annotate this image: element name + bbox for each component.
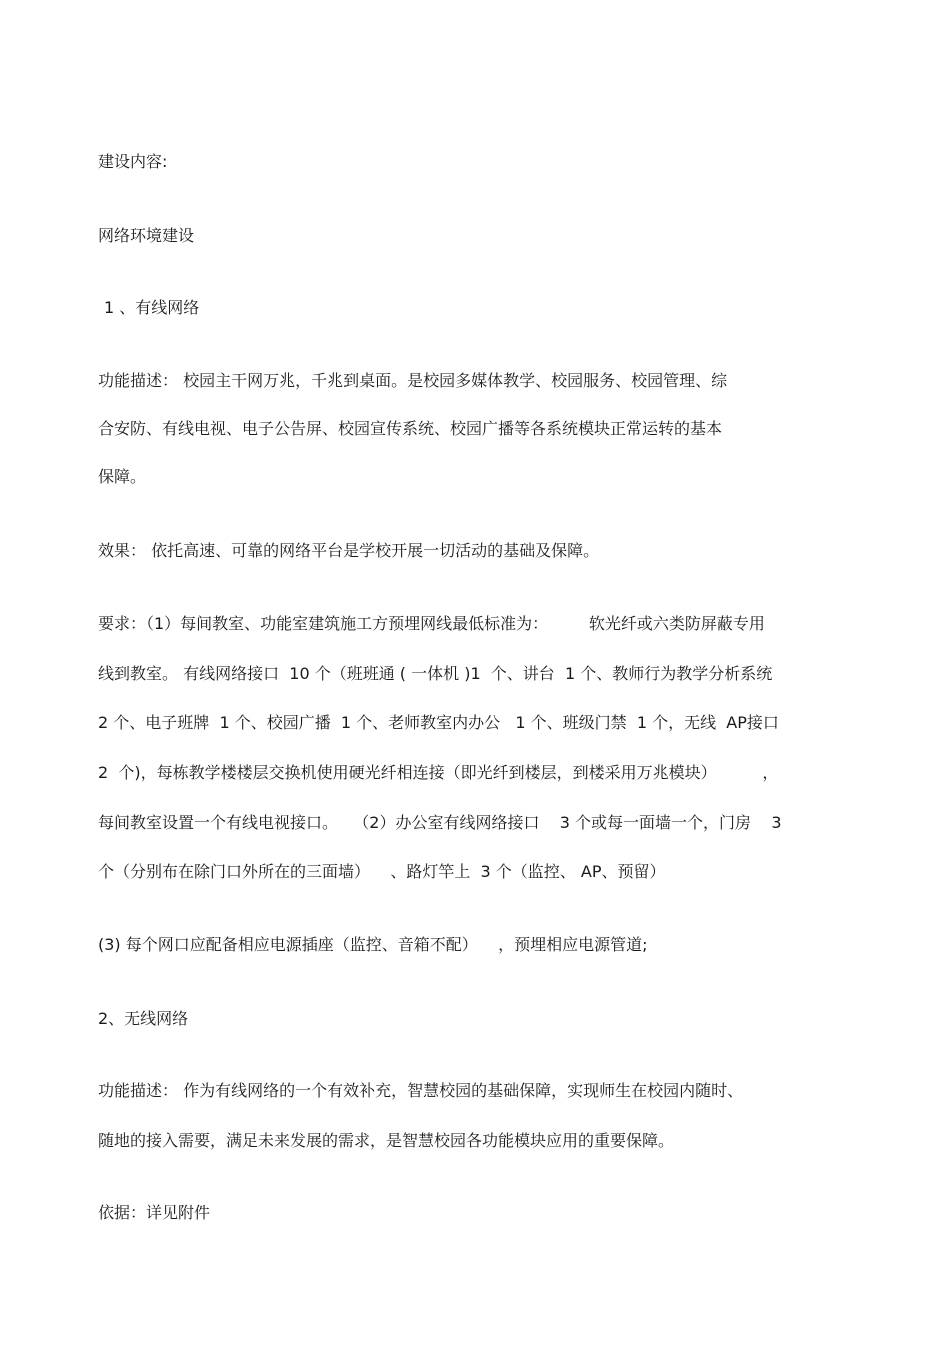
wired-requirement-line: 个（分别布在除门口外所在的三面墙） 、路灯竿上 3 个（监控、 AP、预留） [98, 862, 666, 881]
wired-requirement-line: 线到教室。 有线网络接口 10 个（班班通 ( 一体机 )1 个、讲台 1 个、教师行为教学分析系统 [98, 664, 773, 683]
wireless-function-line: 随地的接入需要，满足未来发展的需求，是智慧校园各功能模块应用的重要保障。 [98, 1131, 675, 1150]
wireless-basis-text: 依据：详见附件 [98, 1203, 211, 1222]
wired-effect-text: 效果： 依托高速、可靠的网络平台是学校开展一切活动的基础及保障。 [98, 541, 600, 560]
wireless-function-line: 功能描述： 作为有线网络的一个有效补充，智慧校园的基础保障，实现师生在校园内随时、 [98, 1081, 744, 1100]
wireless-network-title: 2、无线网络 [98, 1009, 189, 1028]
document-heading: 建设内容: [98, 152, 168, 171]
wired-requirement-line: 2 个)，每栋教学楼楼层交换机使用硬光纤相连接（即光纤到楼层，到楼采用万兆模块） ， [98, 763, 779, 782]
wired-function-line: 合安防、有线电视、电子公告屏、校园宣传系统、校园广播等各系统模块正常运转的基本 [98, 419, 723, 438]
wired-function-line: 功能描述： 校园主干网万兆，千兆到桌面。是校园多媒体教学、校园服务、校园管理、综 [98, 371, 728, 390]
wired-requirement-line: 2 个、电子班牌 1 个、校园广播 1 个、老师教室内办公 1 个、班级门禁 1 个，无线 AP接口 [98, 713, 779, 732]
wired-requirement-3: (3) 每个网口应配备相应电源插座（监控、音箱不配） ，预埋相应电源管道; [98, 935, 648, 954]
section-title: 网络环境建设 [98, 226, 195, 245]
wired-requirement-line: 每间教室设置一个有线电视接口。 （2）办公室有线网络接口 3 个或每一面墙一个，门房 3 [98, 813, 782, 832]
wired-requirement-line: 要求：（1）每间教室、功能室建筑施工方预埋网线最低标准为： 软光纤或六类防屏蔽专用 [98, 614, 765, 633]
wired-network-title: 1 、有线网络 [104, 298, 200, 317]
wired-function-line: 保障。 [98, 467, 147, 486]
